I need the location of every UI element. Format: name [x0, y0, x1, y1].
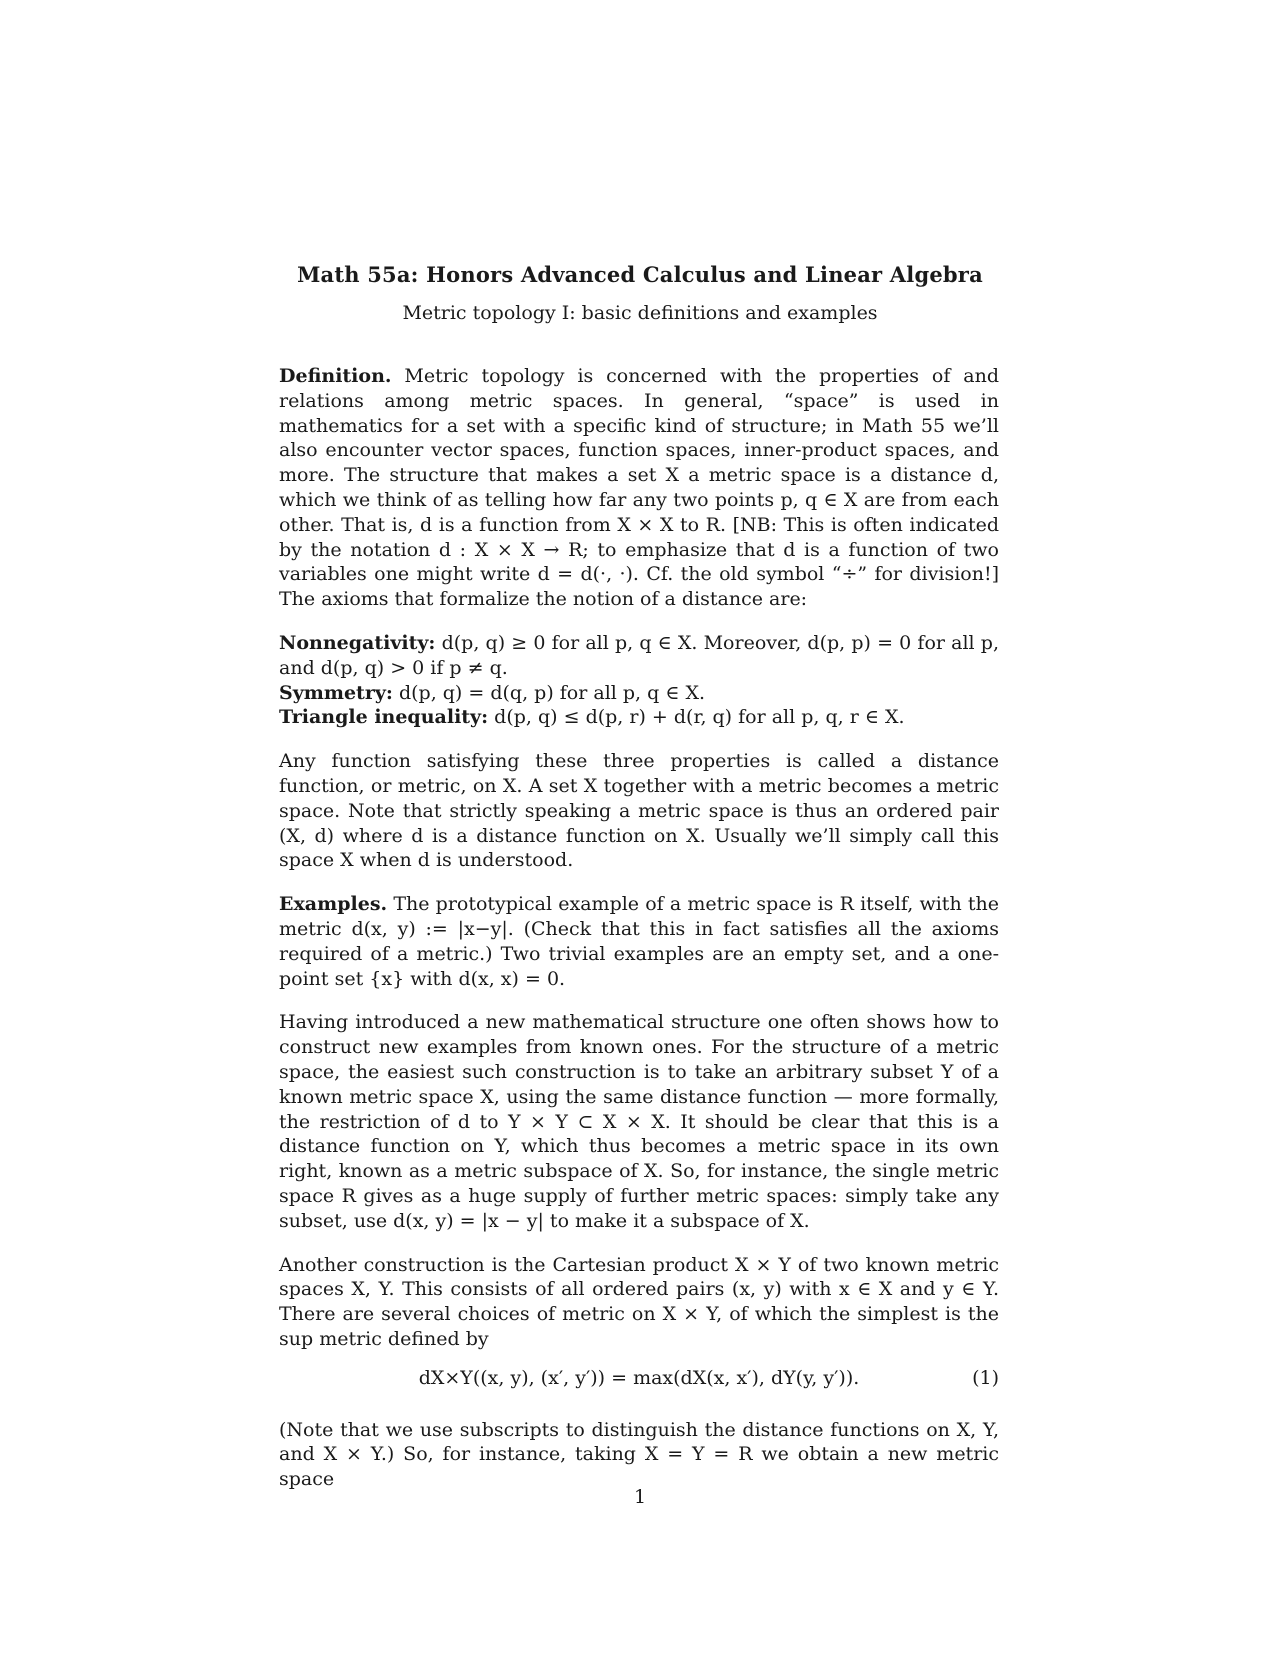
equation-1 [279, 1358, 999, 1406]
axiom-item [279, 681, 999, 706]
examples-text: The prototypical example of a metric space is R itself, with the metric d(x, y) := |x−y|. (Check that this in fact satisfies all the axioms required of a metric.) Two trivial examples are an empty set, and a one-point set {x} with d(x, x) = 0. [279, 893, 999, 990]
subspace-paragraph: Having introduced a new mathematical structure one often shows how to construct new examples from known ones. For the structure of a metric space, the easiest such construction is to take an arbitrary subset Y of a known metric space X, using the same distance function — more formally, the restriction of d to Y × Y ⊂ X × X. It should be clear that this is a distance function on Y, which thus becomes a metric space in its own right, known as a metric subspace of X. So, for instance, the single metric space R gives as a huge supply of further metric spaces: simply take any subset, use d(x, y) = |x − y| to make it a subspace of X. [279, 1011, 999, 1232]
axiom-text: d(p, q) = d(q, p) for all p, q ∈ X. [398, 681, 706, 704]
axiom-text: d(p, q) ≤ d(p, r) + d(r, q) for all p, q, r ∈ X. [494, 706, 905, 729]
axiom-text: d(p, q) ≥ 0 for all p, q ∈ X. Moreover, d(p, p) = 0 for all p, and d(p, q) > 0 if p ≠ q. [279, 631, 999, 679]
examples-label: Examples. [279, 893, 388, 916]
axiom-item [279, 705, 999, 730]
page-number: 1 [633, 1486, 647, 1508]
axiom-label: Triangle inequality: [279, 706, 489, 729]
subscripts-paragraph: (Note that we use subscripts to distinguish the distance functions on X, Y, and X × Y.) So, for instance, taking X = Y = R we obtain a new metric space [279, 1418, 999, 1491]
axioms-list [279, 631, 999, 730]
page-title: Math 55a: Honors Advanced Calculus and Linear Algebra [297, 262, 983, 287]
examples-paragraph [279, 892, 999, 991]
definition-text: Metric topology is concerned with the properties of and relations among metric spaces. In general, “space” is used in mathematics for a set with a specific kind of structure; in Math 55 we’ll also encounter vector spaces, function spaces, inner-product spaces, and more. The structure that makes a set X a metric space is a distance d, which we think of as telling how far any two points p, q ∈ X are from each other. That is, d is a function from X × X to R. [NB: This is often indicated by the notation d : X × X → R; to emphasize that d is a function of two variables one might write d = d(·, ·). Cf. the old symbol “÷” for division!] The axioms that formalize the notion of a distance are: [279, 365, 999, 611]
product-paragraph: Another construction is the Cartesian product X × Y of two known metric spaces X, Y. This consists of all ordered pairs (x, y) with x ∈ X and y ∈ Y. There are several choices of metric on X × Y, of which the simplest is the sup metric defined by [279, 1253, 999, 1350]
metric-definition-paragraph: Any function satisfying these three properties is called a distance function, or metric, on X. A set X together with a metric becomes a metric space. Note that strictly speaking a metric space is thus an ordered pair (X, d) where d is a distance function on X. Usually we’ll simply call this space X when d is understood. [279, 750, 999, 872]
axiom-label: Symmetry: [279, 681, 393, 704]
definition-label: Definition. [279, 365, 392, 387]
axiom-label: Nonnegativity: [279, 631, 436, 654]
definition-paragraph [279, 364, 999, 612]
axiom-item [279, 631, 999, 681]
page-subtitle: Metric topology I: basic definitions and examples [402, 302, 878, 324]
equation-number: (1) [972, 1366, 999, 1389]
document-body [279, 364, 999, 1511]
equation-expression: dX×Y((x, y), (x′, y′)) = max(dX(x, x′), dY(y, y′)). [418, 1366, 860, 1389]
